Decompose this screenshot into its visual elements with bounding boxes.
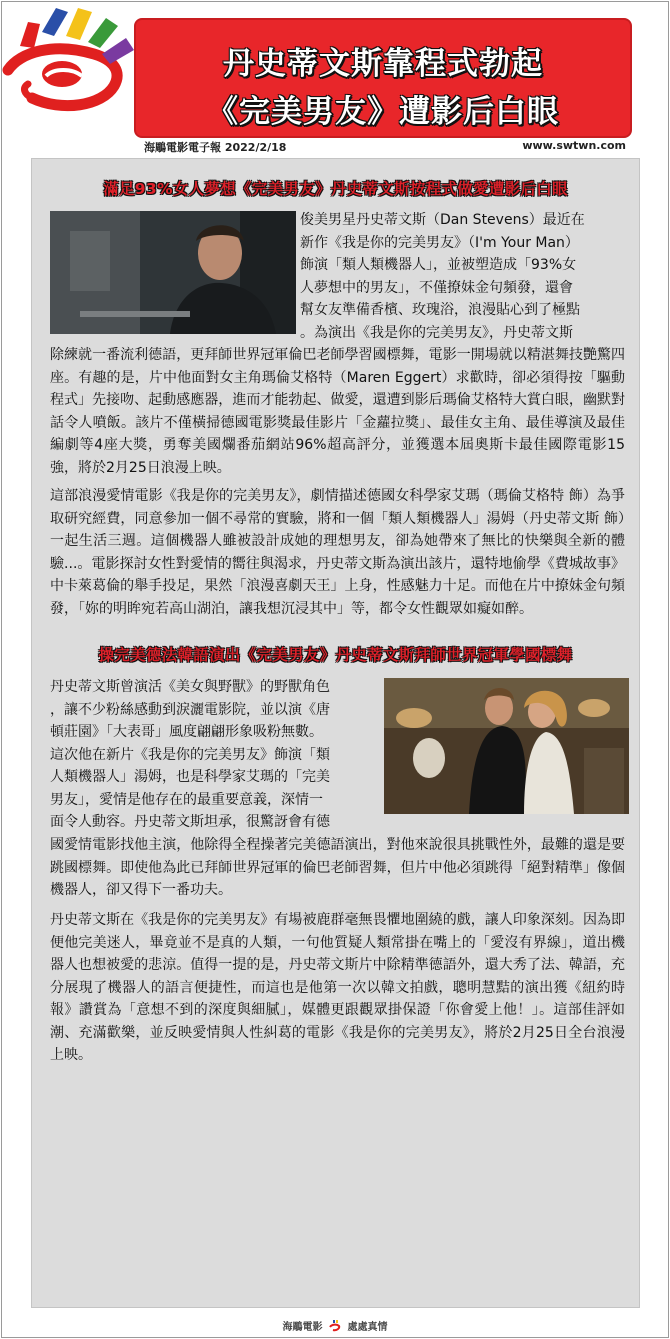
wrap-line: 人夢想中的男友」，不僅撩妹金句頻發，還會 (300, 279, 573, 296)
article-panel (31, 158, 640, 1308)
section1-wrap-text (300, 209, 625, 344)
section2-paragraph-1: 國愛情電影找他主演，他除得全程操著完美德語演出，對他來說很具挑戰性外，最難的還是要跳國標舞。即使他為此已拜師世界冠軍的倫巴老師習舞，但片中他必須跳得「絕對精準」像個機器人，卻又得下一番功夫。 (50, 837, 625, 898)
wrap-line: 這次他在新片《我是你的完美男友》飾演「類 (50, 746, 330, 763)
photo-dancing-couple (384, 678, 629, 814)
title-banner (134, 18, 632, 138)
wrap-line: 飾演「類人類機器人」，並被塑造成「93%女 (300, 257, 577, 273)
wrap-line: 面令人動容。丹史蒂文斯坦承，很驚訝會有德 (50, 814, 330, 830)
website-link[interactable]: www.swtwn.com (522, 139, 626, 152)
swtwn-logo (2, 2, 140, 120)
wrap-line: 丹史蒂文斯曾演活《美女與野獸》的野獸角色 (50, 679, 330, 695)
wrap-line: 幫女友準備香檳、玫瑰浴，浪漫貼心到了極點 (300, 302, 580, 318)
wrap-line: 俊美男星丹史蒂文斯（Dan Stevens）最近在 (300, 212, 585, 228)
swtwn-mini-logo-icon (329, 1320, 341, 1332)
section2-wrap-text (50, 676, 375, 834)
footer-brand (0, 1318, 670, 1333)
wrap-line: ，讓不少粉絲感動到淚灑電影院，並以演《唐 (50, 701, 330, 718)
footer-brand-right: 處處真情 (347, 1322, 388, 1333)
headline-line-1: 丹史蒂文斯靠程式勃起 (223, 46, 543, 82)
photo-dan-stevens-portrait (50, 211, 296, 334)
publisher-date: 海鵰電影電子報 2022/2/18 (144, 141, 287, 154)
section1-paragraph-2: 這部浪漫愛情電影《我是你的完美男友》，劇情描述德國女科學家艾瑪（瑪倫艾格特 飾）為爭取研究經費，同意參加一個不尋常的實驗，將和一個「類人類機器人」湯姆（丹史蒂文斯 飾）一起生活三週。這個機器人雖被設計成她的理想男友，卻為她帶來了無比的快樂與全新的體驗...。電影探討女性對愛情的嚮往與渴求，丹史蒂文斯為演出該片，還特地偷學《費城故事》中卡萊葛倫的舉手投足，果然「浪漫喜劇天王」上身，性感魅力十足。而他在片中撩妹金句頻發，「妳的明眸宛若高山湖泊，讓我想沉浸其中」等，都令女性觀眾如癡如醉。 (50, 488, 625, 617)
footer-brand-left: 海鵰電影 (282, 1322, 323, 1333)
section2-paragraph-2: 丹史蒂文斯在《我是你的完美男友》有場被鹿群毫無畏懼地圍繞的戲，讓人印象深刻。因為即便他完美迷人，畢竟並不是真的人類，一句他質疑人類常掛在嘴上的「愛沒有界線」，道出機器人也想被愛的悲涼。值得一提的是，丹史蒂文斯片中除精準德語外，還大秀了法、韓語，充分展現了機器人的語言便捷性，而這也是他第一次以韓文拍戲，聰明慧黠的演出獲《紐約時報》讚賞為「意想不到的深度與細膩」，媒體更跟觀眾掛保證「你會愛上他！」。這部佳評如潮、充滿歡樂，並反映愛情與人性糾葛的電影《我是你的完美男友》，將於2月25日全台浪漫上映。 (50, 912, 625, 1063)
wrap-line: 新作《我是你的完美男友》（I'm Your Man） (300, 234, 579, 251)
wrap-line: 頓莊園》「大表哥」風度翩翩形象吸粉無數。 (50, 724, 323, 740)
section1-paragraph-1: 除練就一番流利德語，更拜師世界冠軍倫巴老師學習國標舞，電影一開場就以精湛舞技艷驚四座。有趣的是，片中他面對女主角瑪倫艾格特（Maren Eggert）求歡時，卻必須得按「驅動程式」先接吻、起動感應器，進而才能勃起、做愛，還遭到影后瑪倫艾格特大賞白眼，幽默對話令人噴飯。該片不僅橫掃德國電影獎最佳影片「金蘿拉獎」、最佳女主角、最佳導演及最佳編劇等4座大獎，勇奪美國爛番茄網站96%超高評分，並獲選本屆奧斯卡最佳國際電影15強，將於2月25日浪漫上映。 (50, 347, 625, 476)
wrap-line: 人類機器人」湯姆，也是科學家艾瑪的「完美 (50, 769, 330, 785)
section2-subheading: 操完美德法韓語演出《完美男友》丹史蒂文斯拜師世界冠軍學國標舞 (98, 646, 573, 664)
wrap-line: 。為演出《我是你的完美男友》，丹史蒂文斯 (300, 324, 573, 341)
headline-line-2: 《完美男友》遭影后白眼 (207, 94, 559, 130)
wrap-line: 男友」，愛情是他存在的最重要意義，深情一 (50, 791, 323, 808)
section1-subheading: 滿足93%女人夢想《完美男友》丹史蒂文斯按程式做愛遭影后白眼 (103, 180, 568, 198)
